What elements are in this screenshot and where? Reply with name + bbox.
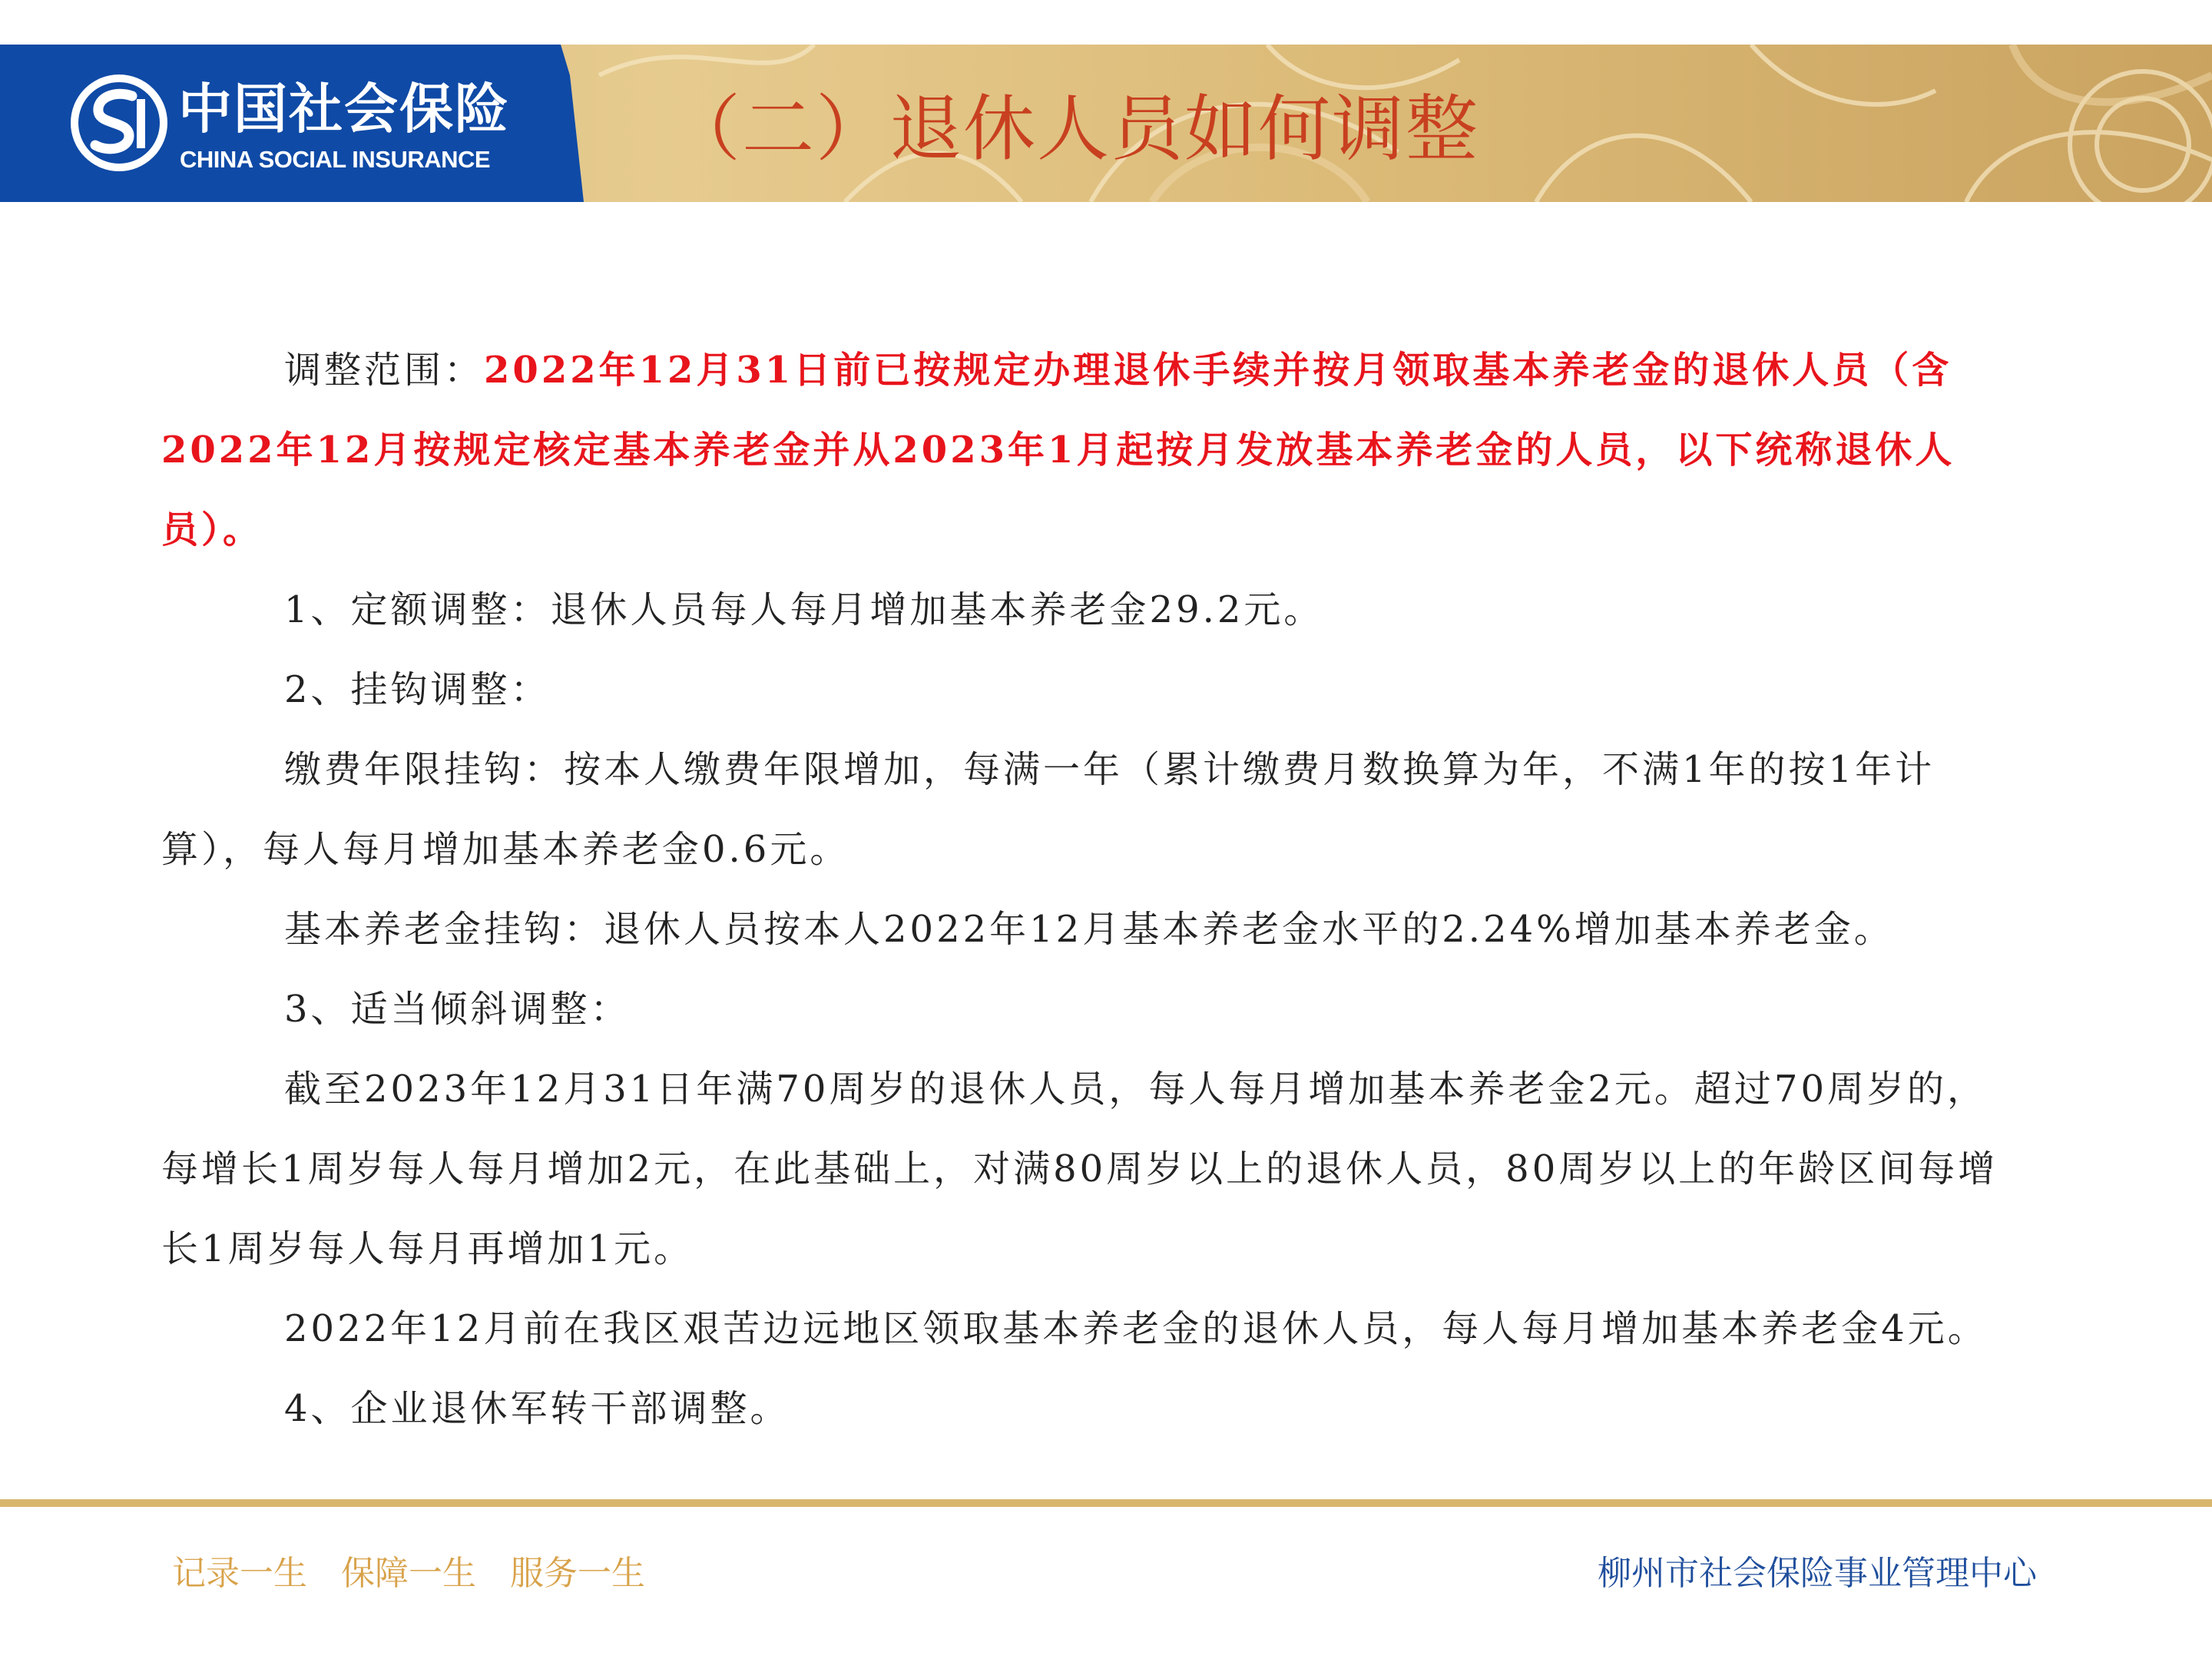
- header-banner: [0, 0, 2212, 207]
- item-tilt-adjustment: 3、适当倾斜调整：: [284, 988, 631, 1031]
- footer-divider: [0, 1499, 2212, 1507]
- scope-label: 调整范围：: [284, 349, 485, 392]
- footer-slogan: 记录一生 保障一生 服务一生: [172, 1554, 645, 1593]
- page-title: （二）退休人员如何调整: [668, 88, 1480, 171]
- scope-highlight: 2022年12月31日前已按规定办理退休手续并按月领取基本养老金的退休人员（含2022年12月按规定核定基本养老金并从2023年1月起按月发放基本养老金的人员，以下统称退休人员）。: [161, 349, 1955, 551]
- footer-organization: 柳州市社会保险事业管理中心: [1598, 1554, 2037, 1593]
- item-fixed-adjustment: 1、定额调整：退休人员每人每月增加基本养老金29.2元。: [284, 588, 1324, 631]
- social-insurance-logo-icon: [69, 73, 169, 173]
- logo-text-en: CHINA SOCIAL INSURANCE: [180, 146, 491, 173]
- item-contribution-years: 缴费年限挂钩：按本人缴费年限增加，每满一年（累计缴费月数换算为年，不满1年的按1年计算），每人每月增加基本养老金0.6元。: [161, 748, 1936, 871]
- item-remote-area: 2022年12月前在我区艰苦边远地区领取基本养老金的退休人员，每人每月增加基本养老金4元。: [284, 1307, 1988, 1350]
- document-body: [161, 330, 2020, 1449]
- scope-paragraph: [161, 330, 2020, 570]
- logo-text-cn: 中国社会保险: [178, 78, 510, 141]
- item-military-cadre: 4、企业退休军转干部调整。: [284, 1387, 790, 1430]
- item-linked-adjustment: 2、挂钩调整：: [284, 668, 551, 711]
- item-pension-level: 基本养老金挂钩：退休人员按本人2022年12月基本养老金水平的2.24%增加基本养老金。: [284, 908, 1894, 951]
- item-age-tilt: 截至2023年12月31日年满70周岁的退休人员，每人每月增加基本养老金2元。超过70周岁的，每增长1周岁每人每月增加2元，在此基础上，对满80周岁以上的退休人员，80周岁以上的年龄区间每增长1周岁每人每月再增加1元。: [161, 1068, 1998, 1270]
